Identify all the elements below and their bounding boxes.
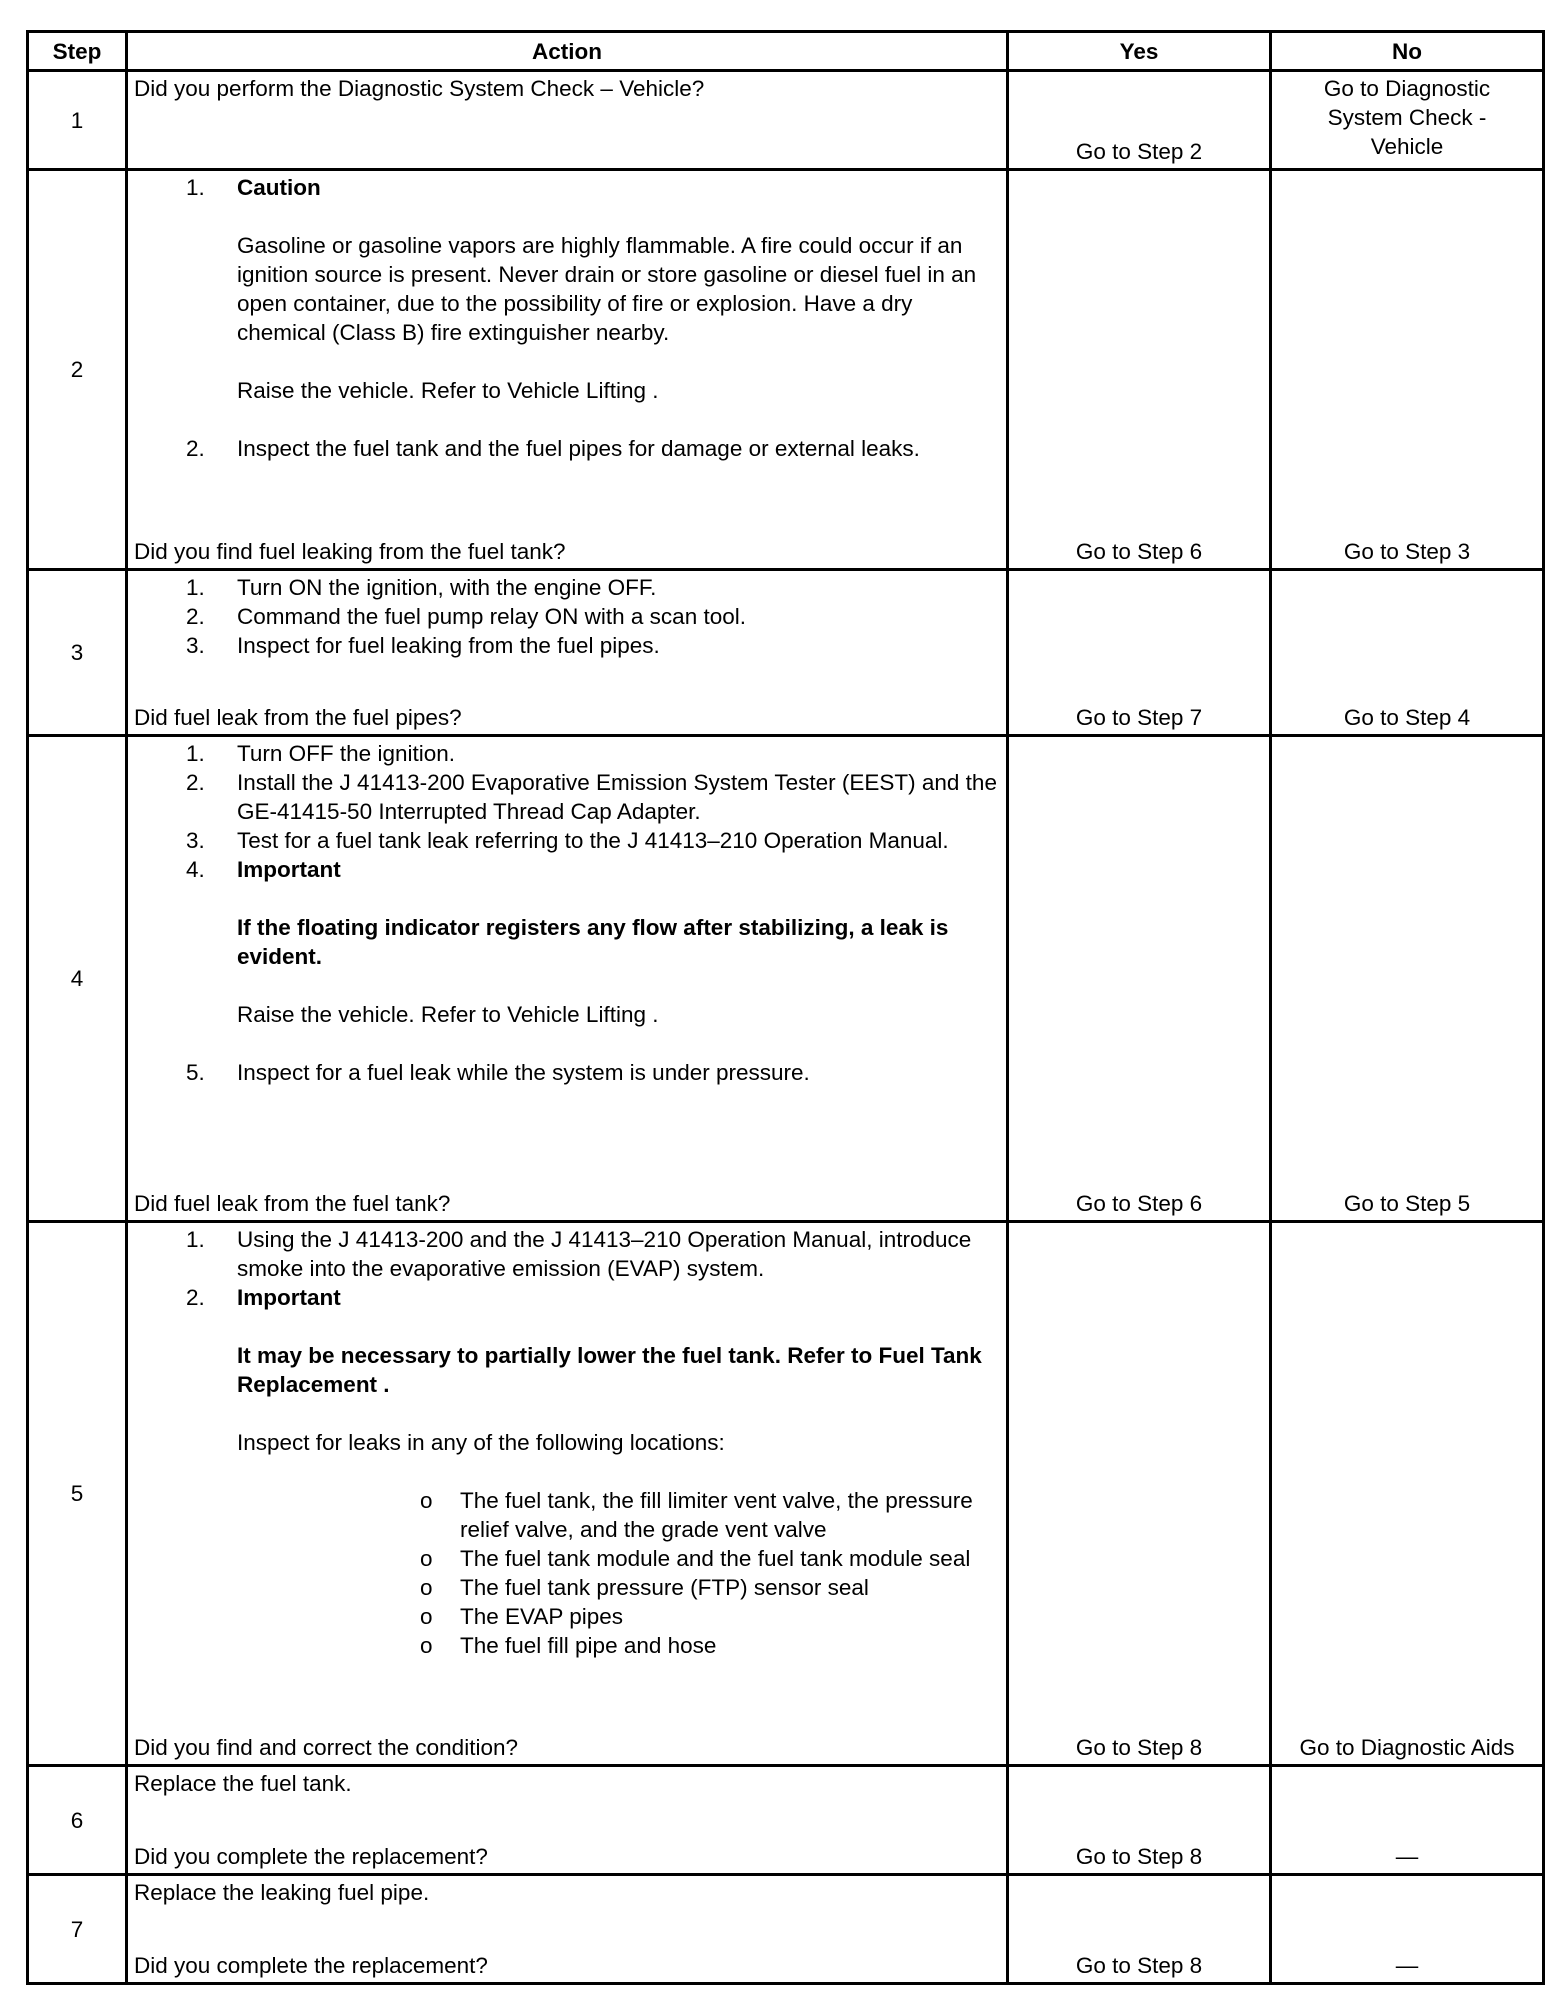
bullet: o: [420, 1604, 433, 1629]
yes-result: Go to Step 7: [1075, 705, 1203, 730]
important-title: Important: [237, 857, 341, 882]
item-number: 1.: [186, 175, 205, 200]
yes-cell: [1008, 1222, 1271, 1766]
bullet: o: [420, 1546, 433, 1571]
item-number: 3.: [186, 633, 205, 658]
action-cell: [127, 570, 1008, 736]
location-text: The fuel fill pipe and hose: [460, 1633, 717, 1658]
location-text: The fuel tank pressure (FTP) sensor seal: [460, 1575, 869, 1600]
important-text: If the floating indicator registers any flow after stabilizing, a leak is evident.: [237, 915, 949, 969]
location-text: The fuel tank module and the fuel tank module seal: [460, 1546, 971, 1571]
question: Did you complete the replacement?: [134, 1953, 488, 1978]
instruction-text: Replace the leaking fuel pipe.: [134, 1880, 430, 1905]
no-cell: [1271, 170, 1544, 570]
item-number: 3.: [186, 828, 205, 853]
step-number: 5: [28, 1222, 127, 1766]
no-result: —: [1395, 1844, 1419, 1869]
no-cell: [1271, 1875, 1544, 1984]
yes-result: Go to Step 6: [1075, 1191, 1203, 1216]
item-number: 1.: [186, 575, 205, 600]
step-number: 7: [28, 1875, 127, 1984]
yes-result: Go to Step 8: [1075, 1735, 1203, 1760]
item-number: 4.: [186, 857, 205, 882]
diagnostic-table: [26, 30, 1545, 1985]
step-number: 6: [28, 1766, 127, 1875]
location-text: The EVAP pipes: [460, 1604, 624, 1629]
yes-cell: [1008, 1875, 1271, 1984]
table-row-step-6: [28, 1766, 1544, 1875]
bullet: o: [420, 1488, 433, 1513]
no-cell: [1271, 570, 1544, 736]
question: Did you perform the Diagnostic System Check – Vehicle?: [134, 76, 705, 101]
yes-result: Go to Step 8: [1075, 1953, 1203, 1978]
action-cell: [127, 1766, 1008, 1875]
instruction-text: Using the J 41413-200 and the J 41413–210 Operation Manual, introduce smoke into the evaporative emission (EVAP) system.: [237, 1227, 972, 1281]
important-text: It may be necessary to partially lower the fuel tank. Refer to Fuel Tank Replacement .: [237, 1343, 982, 1397]
location-text: The fuel tank, the fill limiter vent valve, the pressure relief valve, and the grade vent valve: [460, 1488, 973, 1542]
table-row-step-7: [28, 1875, 1544, 1984]
question: Did fuel leak from the fuel tank?: [134, 1191, 451, 1216]
yes-result: Go to Step 2: [1075, 139, 1203, 164]
header-row: [28, 32, 1544, 71]
step-number: 2: [28, 170, 127, 570]
bullet: o: [420, 1575, 433, 1600]
item-number: 5.: [186, 1060, 205, 1085]
no-cell: [1271, 71, 1544, 170]
no-cell: [1271, 736, 1544, 1222]
no-result: Go to Diagnostic System Check - Vehicle: [1323, 76, 1491, 159]
item-number: 1.: [186, 1227, 205, 1252]
header-step: Step: [28, 32, 127, 71]
action-cell: [127, 736, 1008, 1222]
list-item: [134, 1544, 1000, 1573]
action-cell: [127, 1875, 1008, 1984]
instruction-text: Command the fuel pump relay ON with a scan tool.: [237, 604, 746, 629]
instruction-text: Inspect for a fuel leak while the system is under pressure.: [237, 1060, 810, 1085]
yes-cell: [1008, 1766, 1271, 1875]
instruction-text: Turn ON the ignition, with the engine OFF.: [237, 575, 657, 600]
no-cell: [1271, 1766, 1544, 1875]
instruction-text: Inspect for leaks in any of the following locations:: [237, 1430, 725, 1455]
question: Did you complete the replacement?: [134, 1844, 488, 1869]
caution-text: Gasoline or gasoline vapors are highly flammable. A fire could occur if an ignition source is present. Never drain or store gasoline or diesel fuel in an open container, due to the possibility of fire or explosion. Have a dry chemical (Class B) fire extinguisher nearby.: [237, 233, 977, 345]
action-cell: [127, 71, 1008, 170]
step-number: 3: [28, 570, 127, 736]
instruction-text: Raise the vehicle. Refer to Vehicle Lifting .: [237, 378, 659, 403]
item-number: 2.: [186, 1285, 205, 1310]
table-row-step-1: [28, 71, 1544, 170]
table-row-step-4: [28, 736, 1544, 1222]
caution-title: Caution: [237, 175, 321, 200]
instruction-text: Replace the fuel tank.: [134, 1771, 352, 1796]
no-result: —: [1395, 1953, 1419, 1978]
yes-cell: [1008, 170, 1271, 570]
question: Did you find fuel leaking from the fuel tank?: [134, 539, 566, 564]
instruction-text: Install the J 41413-200 Evaporative Emission System Tester (EEST) and the GE-41415-50 Interrupted Thread Cap Adapter.: [237, 770, 997, 824]
table-row-step-2: [28, 170, 1544, 570]
instruction-text: Turn OFF the ignition.: [237, 741, 456, 766]
action-cell: [127, 170, 1008, 570]
no-result: Go to Diagnostic Aids: [1299, 1735, 1515, 1760]
instruction-text: Test for a fuel tank leak referring to the J 41413–210 Operation Manual.: [237, 828, 949, 853]
header-action: Action: [127, 32, 1008, 71]
question: Did fuel leak from the fuel pipes?: [134, 705, 462, 730]
item-number: 2.: [186, 436, 205, 461]
table-row-step-5: [28, 1222, 1544, 1766]
no-result: Go to Step 5: [1343, 1191, 1471, 1216]
yes-cell: [1008, 570, 1271, 736]
no-result: Go to Step 4: [1343, 705, 1471, 730]
instruction-text: Inspect the fuel tank and the fuel pipes for damage or external leaks.: [237, 436, 920, 461]
question: Did you find and correct the condition?: [134, 1735, 518, 1760]
list-item: [134, 1631, 1000, 1660]
item-number: 2.: [186, 604, 205, 629]
list-item: [134, 1602, 1000, 1631]
yes-result: Go to Step 6: [1075, 539, 1203, 564]
step-number: 1: [28, 71, 127, 170]
list-item: [134, 1573, 1000, 1602]
item-number: 1.: [186, 741, 205, 766]
bullet: o: [420, 1633, 433, 1658]
header-yes: Yes: [1008, 32, 1271, 71]
yes-cell: [1008, 71, 1271, 170]
no-result: Go to Step 3: [1343, 539, 1471, 564]
yes-result: Go to Step 8: [1075, 1844, 1203, 1869]
item-number: 2.: [186, 770, 205, 795]
action-cell: [127, 1222, 1008, 1766]
instruction-text: Inspect for fuel leaking from the fuel pipes.: [237, 633, 660, 658]
yes-cell: [1008, 736, 1271, 1222]
instruction-text: Raise the vehicle. Refer to Vehicle Lifting .: [237, 1002, 659, 1027]
table-row-step-3: [28, 570, 1544, 736]
no-cell: [1271, 1222, 1544, 1766]
important-title: Important: [237, 1285, 341, 1310]
step-number: 4: [28, 736, 127, 1222]
list-item: [134, 1486, 1000, 1544]
header-no: No: [1271, 32, 1544, 71]
